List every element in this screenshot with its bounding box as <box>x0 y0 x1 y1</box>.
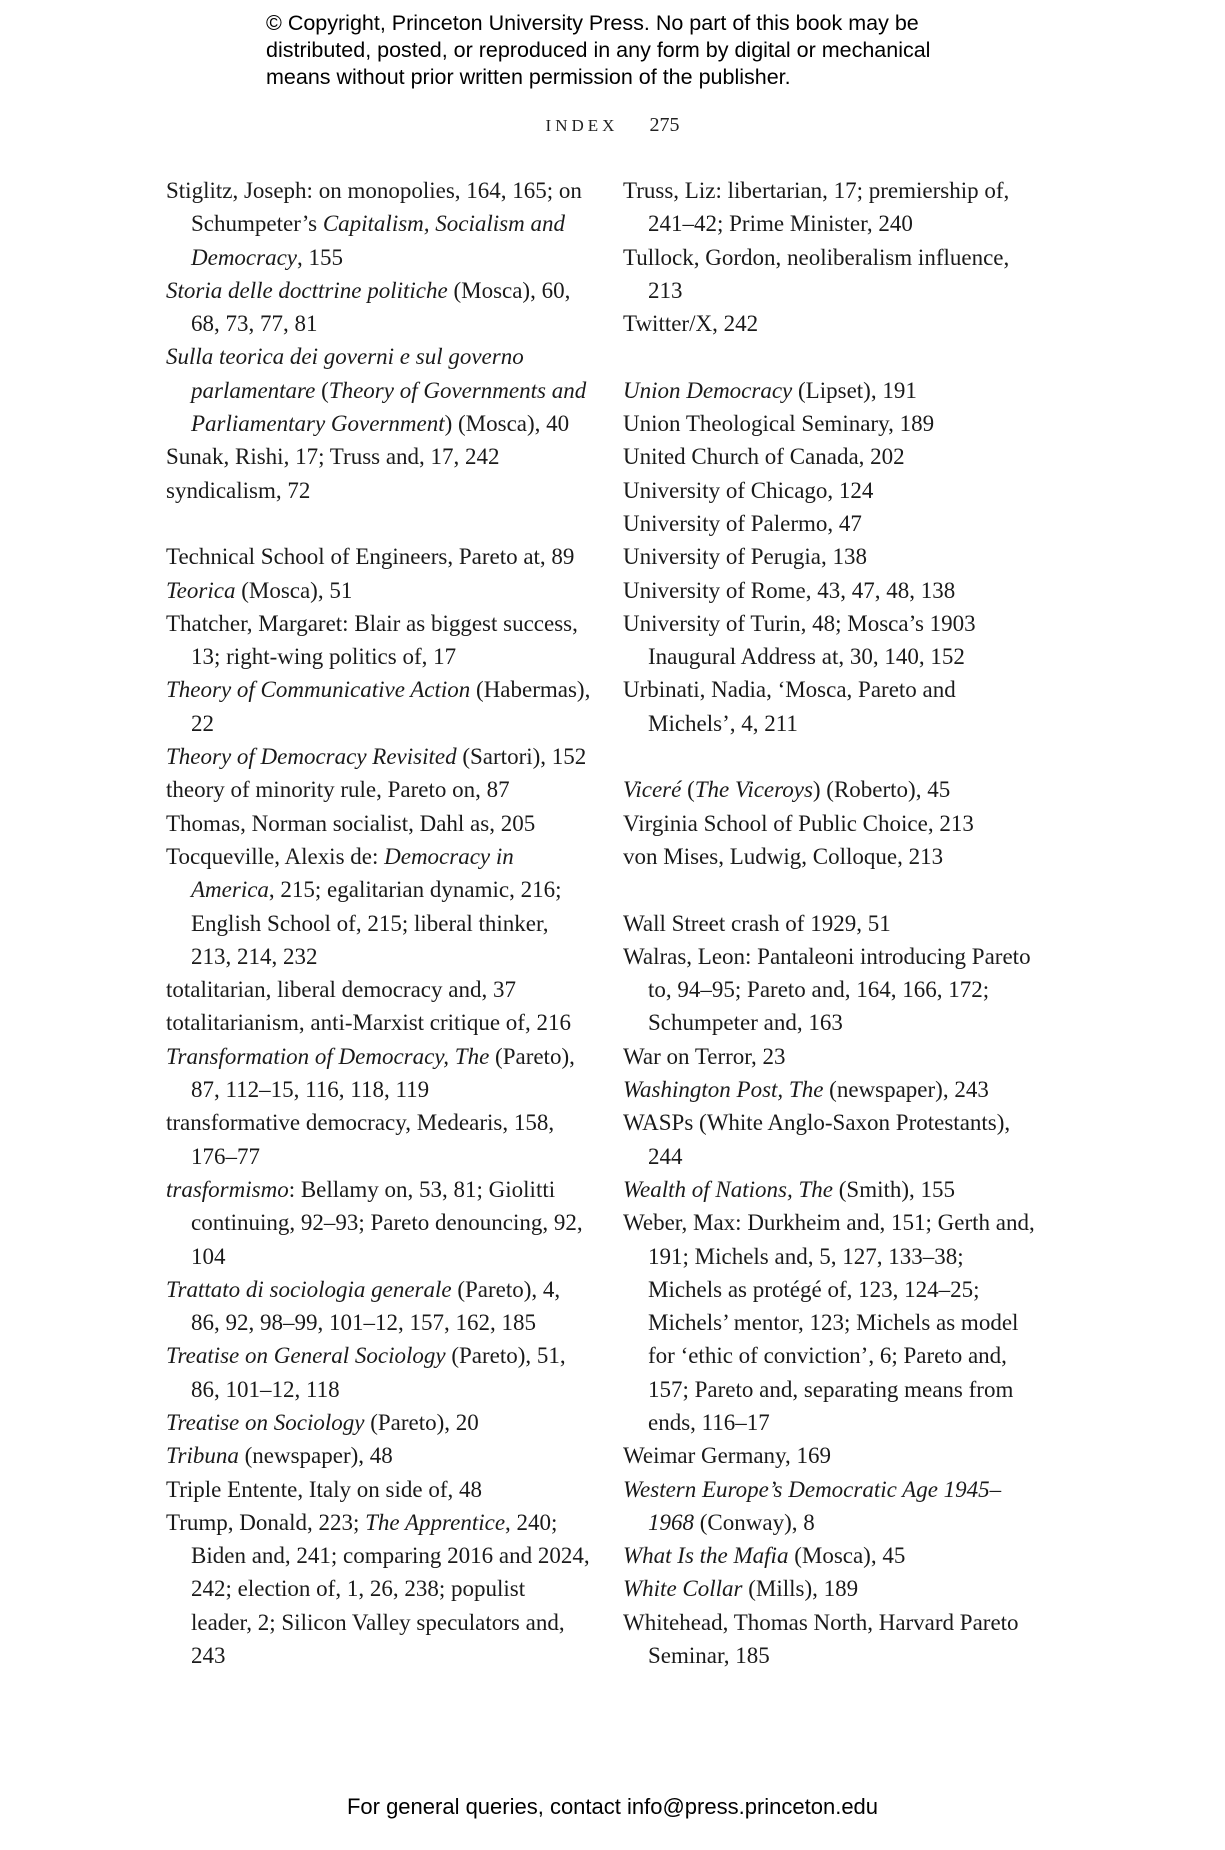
index-entry: Treatise on Sociology (Pareto), 20 <box>166 1409 479 1435</box>
italic-title: Trattato di sociologia generale <box>166 1276 452 1302</box>
running-head-label: INDEX <box>545 116 619 135</box>
index-entry: theory of minority rule, Pareto on, 87 <box>166 777 510 803</box>
footer-contact: For general queries, contact info@press.princeton.edu <box>346 1794 879 1819</box>
index-entry: Washington Post, The (newspaper), 243 <box>623 1077 989 1103</box>
index-entry: Union Theological Seminary, 189 <box>623 411 935 437</box>
index-entry: Teorica (Mosca), 51 <box>166 577 353 603</box>
index-entry: Viceré (The Viceroys) (Roberto), 45 <box>623 777 951 803</box>
italic-title: Viceré <box>623 777 682 803</box>
index-entry: University of Palermo, 47 <box>623 510 862 536</box>
index-entry: Stiglitz, Joseph: on monopolies, 164, 165; on Schumpeter’s Capitalism, Socialism and Democracy, 155 <box>166 178 582 270</box>
index-entry: Thatcher, Margaret: Blair as biggest success, 13; right-wing politics of, 17 <box>166 610 578 670</box>
index-entry: Storia delle docttrine politiche (Mosca), 60, 68, 73, 77, 81 <box>166 277 571 337</box>
index-entry: Wall Street crash of 1929, 51 <box>623 910 891 936</box>
index-entry: Virginia School of Public Choice, 213 <box>623 810 974 836</box>
italic-title: Theory of Communicative Action <box>166 677 471 703</box>
index-entry: Tullock, Gordon, neoliberalism influence, 213 <box>623 244 1010 303</box>
copyright-line: distributed, posted, or reproduced in any form by digital or mechanical <box>266 38 931 62</box>
italic-title: The Apprentice <box>365 1509 506 1535</box>
italic-title: Transformation of Democracy, The <box>166 1043 490 1069</box>
italic-title: Western Europe’s Democratic Age 1945–1968 <box>623 1476 1002 1535</box>
index-entry: Weimar Germany, 169 <box>623 1443 832 1469</box>
index-entry: WASPs (White Anglo-Saxon Protestants), 244 <box>623 1110 1011 1169</box>
letter-group-gap <box>623 740 1043 773</box>
italic-title: trasformismo <box>166 1176 289 1202</box>
letter-group-gap <box>623 873 1043 906</box>
page-number: 275 <box>649 114 680 136</box>
index-entry: Wealth of Nations, The (Smith), 155 <box>623 1176 956 1202</box>
index-entry: totalitarianism, anti-Marxist critique of, 216 <box>166 1010 571 1036</box>
index-entry: Theory of Communicative Action (Habermas), 22 <box>166 677 591 736</box>
letter-group-gap <box>623 340 1043 373</box>
italic-title: Teorica <box>166 577 236 603</box>
index-entry: syndicalism, 72 <box>166 477 311 503</box>
index-column-left <box>166 174 591 1672</box>
index-entry: Triple Entente, Italy on side of, 48 <box>166 1476 482 1502</box>
index-entry: University of Rome, 43, 47, 48, 138 <box>623 577 956 603</box>
italic-title: Wealth of Nations, The <box>623 1176 833 1202</box>
index-entry: Western Europe’s Democratic Age 1945–1968 (Conway), 8 <box>623 1476 1002 1535</box>
italic-title: Sulla teorica dei governi e sul governo parlamentare <box>166 344 524 403</box>
index-entry: trasformismo: Bellamy on, 53, 81; Giolitti continuing, 92–93; Pareto denouncing, 92, 104 <box>166 1176 583 1269</box>
index-entry: Union Democracy (Lipset), 191 <box>623 377 917 403</box>
index-entry: Thomas, Norman socialist, Dahl as, 205 <box>166 810 536 836</box>
index-column-right <box>623 174 1043 1672</box>
index-entry: Sunak, Rishi, 17; Truss and, 17, 242 <box>166 444 500 470</box>
index-entry: Truss, Liz: libertarian, 17; premiership of, 241–42; Prime Minister, 240 <box>623 178 1010 237</box>
italic-title: Capitalism, Socialism and Democracy <box>191 211 565 270</box>
index-entry: United Church of Canada, 202 <box>623 444 905 470</box>
index-entry: Twitter/X, 242 <box>623 311 759 337</box>
index-entry: White Collar (Mills), 189 <box>623 1576 859 1602</box>
index-entry: What Is the Mafia (Mosca), 45 <box>623 1543 906 1569</box>
italic-title: White Collar <box>623 1576 743 1602</box>
index-entry: Trattato di sociologia generale (Pareto), 4, 86, 92, 98–99, 101–12, 157, 162, 185 <box>166 1276 561 1336</box>
copyright-line: © Copyright, Princeton University Press. No part of this book may be <box>266 11 919 35</box>
italic-title: Storia delle docttrine politiche <box>166 277 448 303</box>
italic-title: What Is the Mafia <box>623 1543 789 1569</box>
italic-title: Theory of Democracy Revisited <box>166 744 457 770</box>
index-entry: University of Turin, 48; Mosca’s 1903 Inaugural Address at, 30, 140, 152 <box>623 610 976 670</box>
italic-title: Tribuna <box>166 1443 239 1469</box>
index-entry: Treatise on General Sociology (Pareto), 51, 86, 101–12, 118 <box>166 1343 566 1402</box>
italic-title: Treatise on General Sociology <box>166 1343 446 1369</box>
index-entry: Transformation of Democracy, The (Pareto), 87, 112–15, 116, 118, 119 <box>166 1043 575 1103</box>
index-entry: Sulla teorica dei governi e sul governo parlamentare (Theory of Governments and Parliamentary Government) (Mosca), 40 <box>166 344 587 437</box>
copyright-notice <box>266 10 986 91</box>
running-head <box>0 114 1225 137</box>
index-entry: University of Perugia, 138 <box>623 544 868 570</box>
italic-title: Theory of Governments and Parliamentary Government <box>191 377 587 437</box>
index-entry: War on Terror, 23 <box>623 1043 786 1069</box>
index-entry: Walras, Leon: Pantaleoni introducing Pareto to, 94–95; Pareto and, 164, 166, 172; Schumpeter and, 163 <box>623 943 1031 1036</box>
index-entry: Trump, Donald, 223; The Apprentice, 240; Biden and, 241; comparing 2016 and 2024, 242; election of, 1, 26, 238; populist leader, 2; Silicon Valley speculators and, 243 <box>166 1509 590 1669</box>
italic-title: Union Democracy <box>623 377 793 403</box>
italic-title: Democracy in America <box>191 843 514 903</box>
copyright-line: means without prior written permission of the publisher. <box>266 65 791 89</box>
index-entry: von Mises, Ludwig, Colloque, 213 <box>623 843 944 869</box>
index-entry: Weber, Max: Durkheim and, 151; Gerth and, 191; Michels and, 5, 127, 133–38; Michels as protégé of, 123, 124–25; Michels’ mentor, 123; Michels as model for ‘ethic of conviction’, 6; Pareto and, 157; Pareto and, separating means from ends, 116–17 <box>623 1210 1035 1435</box>
index-entry: totalitarian, liberal democracy and, 37 <box>166 977 516 1003</box>
italic-title: Washington Post, The <box>623 1077 824 1103</box>
italic-title: Treatise on Sociology <box>166 1409 365 1435</box>
index-entry: transformative democracy, Medearis, 158, 176–77 <box>166 1110 555 1169</box>
index-entry: Whitehead, Thomas North, Harvard Pareto Seminar, 185 <box>623 1609 1019 1669</box>
index-entry: Tocqueville, Alexis de: Democracy in America, 215; egalitarian dynamic, 216; English School of, 215; liberal thinker, 213, 214, 232 <box>166 843 562 969</box>
index-entry: University of Chicago, 124 <box>623 477 874 503</box>
index-entry: Theory of Democracy Revisited (Sartori), 152 <box>166 744 587 770</box>
index-entry: Urbinati, Nadia, ‘Mosca, Pareto and Michels’, 4, 211 <box>623 677 956 736</box>
index-entry: Technical School of Engineers, Pareto at, 89 <box>166 544 575 570</box>
italic-title: The Viceroys <box>694 777 813 803</box>
index-entry: Tribuna (newspaper), 48 <box>166 1443 393 1469</box>
letter-group-gap <box>166 507 591 540</box>
